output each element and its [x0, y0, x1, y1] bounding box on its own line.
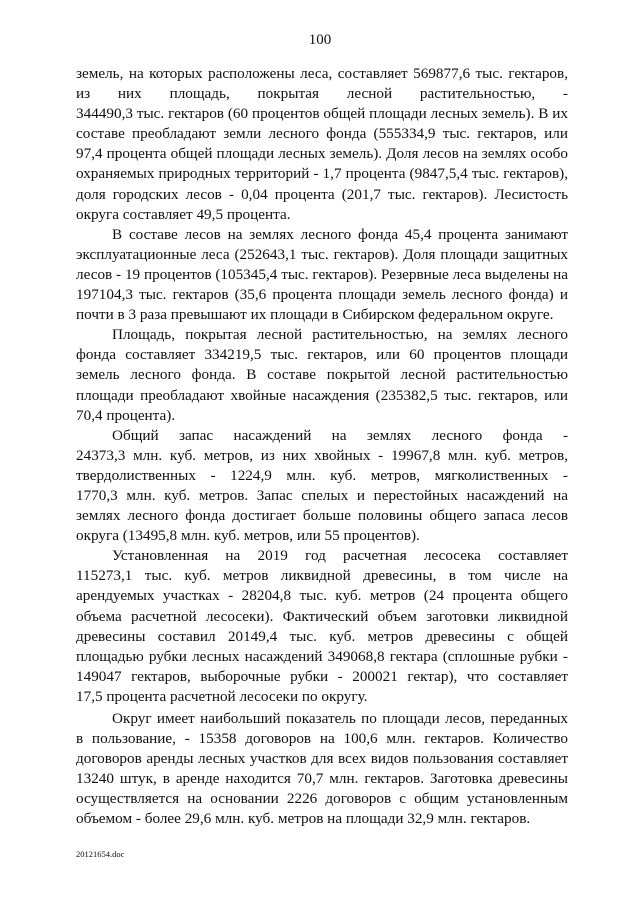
text-line: земель, на которых расположены леса, составляет 569877,6 тыс. гектаров, — [76, 65, 568, 82]
text-line: охраняемых природных территорий - 1,7 процента (9847,5,4 тыс. гектаров), — [76, 165, 568, 183]
paragraph — [76, 64, 568, 225]
text-line: Установленная на 2019 год расчетная лесосека составляет — [112, 547, 568, 565]
text-line: договоров аренды лесных участков для всех видов пользования составляет — [76, 750, 568, 768]
text-line: объема расчетной лесосеки). Фактический объем заготовки ликвидной — [76, 607, 568, 625]
text-line: округа (13495,8 млн. куб. метров, или 55 процентов). — [76, 527, 420, 545]
page-number: 100 — [308, 32, 332, 48]
text-line: земель лесного фонда. В составе покрытой лесной растительностью — [76, 366, 568, 384]
text-line: площади преобладают хвойные насаждения (235382,5 тыс. гектаров, или — [76, 386, 568, 404]
text-line: фонда составляет 334219,5 тыс. гектаров, или 60 процентов площади — [76, 346, 568, 364]
text-line: из них площадь, покрытая лесной растительностью, - — [76, 85, 568, 103]
text-line: почти в 3 раза превышают их площади в Сибирском федеральном округе. — [76, 306, 554, 324]
text-line: Площадь, покрытая лесной растительностью, на землях лесного — [112, 326, 568, 344]
text-line: 70,4 процента). — [76, 406, 176, 424]
text-line: 197104,3 тыс. гектаров (35,6 процента площади земель лесного фонда) и — [76, 286, 568, 304]
text-line: доля городских лесов - 0,04 процента (201,7 тыс. гектаров). Лесистость — [76, 185, 568, 203]
text-line: площадью рубки лесных насаждений 349068,8 гектара (сплошные рубки - — [76, 647, 568, 665]
text-line: округа составляет 49,5 процента. — [76, 205, 291, 223]
text-line: 17,5 процента расчетной лесосеки по округу. — [76, 687, 368, 705]
text-line: 344490,3 тыс. гектаров (60 процентов общей площади лесных земель). В их — [76, 105, 568, 123]
text-line: составе преобладают земли лесного фонда (555334,9 тыс. гектаров, или — [76, 125, 568, 143]
paragraph — [76, 709, 568, 830]
paragraph — [76, 426, 568, 547]
text-line: твердолиственных - 1224,9 млн. куб. метров, мягколиственных - — [76, 466, 568, 484]
text-line: землях лесного фонда достигает больше половины общего запаса лесов — [76, 507, 568, 525]
text-line: эксплуатационные леса (252643,1 тыс. гектаров). Доля площади защитных — [76, 245, 568, 263]
text-line: 24373,3 млн. куб. метров, из них хвойных - 19967,8 млн. куб. метров, — [76, 446, 568, 464]
text-line: древесины составил 20149,4 тыс. куб. метров древесины с общей — [76, 627, 568, 645]
text-line: 13240 штук, в аренде находится 70,7 млн. гектаров. Заготовка древесины — [76, 770, 568, 788]
text-line: лесов - 19 процентов (105345,4 тыс. гектаров). Резервные леса выделены на — [76, 265, 568, 283]
document-body — [76, 64, 568, 830]
paragraph — [76, 325, 568, 425]
text-line: 115273,1 тыс. куб. метров ликвидной древесины, в том числе на — [76, 567, 568, 585]
paragraph — [76, 225, 568, 325]
text-line: 97,4 процента общей площади лесных земель). Доля лесов на землях особо — [76, 145, 568, 163]
text-line: объемом - более 29,6 млн. куб. метров на площади 32,9 млн. гектаров. — [76, 810, 531, 828]
paragraph — [76, 546, 568, 707]
text-line: осуществляется на основании 2226 договоров с общим установленным — [76, 790, 568, 808]
text-line: В составе лесов на землях лесного фонда 45,4 процента занимают — [112, 225, 568, 243]
text-line: Общий запас насаждений на землях лесного фонда - — [112, 426, 568, 444]
text-line: 149047 гектаров, выборочные рубки - 200021 гектар), что составляет — [76, 667, 568, 685]
text-line: арендуемых участках - 28204,8 тыс. куб. метров (24 процента общего — [76, 587, 568, 605]
text-line: в пользование, - 15358 договоров на 100,6 млн. гектаров. Количество — [76, 730, 568, 748]
file-name-footer: 20121654.doc — [76, 849, 125, 859]
text-line: Округ имеет наибольший показатель по площади лесов, переданных — [112, 710, 568, 727]
text-line: 1770,3 млн. куб. метров. Запас спелых и перестойных насаждений на — [76, 486, 568, 504]
